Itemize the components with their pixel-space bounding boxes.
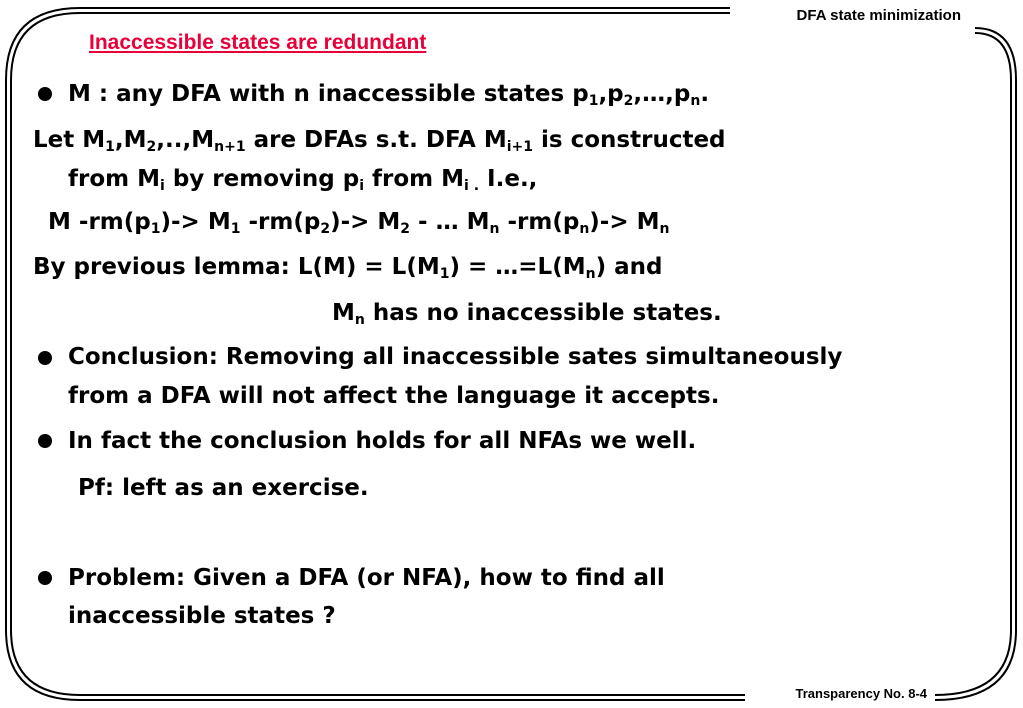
- text-run: M: [332, 300, 355, 326]
- text-run: has no inaccessible states.: [364, 300, 722, 326]
- bullet-icon: [38, 87, 52, 101]
- text-run: from M: [364, 166, 465, 192]
- subscript: 1: [105, 139, 115, 155]
- body-line-7: Conclusion: Removing all inaccessible sates simultaneously: [68, 344, 843, 370]
- text-run: from M: [68, 166, 161, 192]
- body-line-6: [332, 300, 722, 328]
- subscript: 1: [439, 266, 450, 282]
- frame-right-outer-path: [935, 28, 1016, 700]
- footer-transparency-label: Transparency No. 8-4: [795, 686, 927, 701]
- text-run: )-> M: [589, 209, 660, 235]
- subscript: n: [579, 221, 590, 237]
- body-line-1: [68, 81, 710, 109]
- body-line-4: [48, 209, 670, 237]
- slide-title: Inaccessible states are redundant: [89, 31, 427, 54]
- text-run: ) = …=L(M: [449, 254, 586, 280]
- bullet-icon: [38, 571, 52, 585]
- subscript: 1: [150, 221, 161, 237]
- subscript: i: [359, 178, 365, 194]
- body-line-12: inaccessible states ?: [68, 603, 336, 629]
- text-run: ) and: [595, 254, 663, 280]
- text-run: Let M: [33, 127, 106, 153]
- subscript: 1: [588, 93, 599, 109]
- text-run: I.e.,: [479, 166, 538, 192]
- subscript: n+1: [214, 139, 246, 155]
- header-title: DFA state minimization: [796, 7, 961, 24]
- subscript: i: [160, 178, 165, 194]
- subscript: n: [690, 93, 701, 109]
- text-run: .: [700, 81, 710, 107]
- subscript: n: [659, 221, 670, 237]
- bullet-icon: [38, 351, 52, 365]
- text-run: ,M: [114, 127, 147, 153]
- subscript: 2: [146, 139, 157, 155]
- body-line-8: from a DFA will not affect the language it accepts.: [68, 383, 720, 409]
- text-run: M : any DFA with n inaccessible states p: [68, 81, 589, 107]
- subscript: i+1: [506, 139, 534, 155]
- text-run: ,…,p: [633, 81, 691, 107]
- text-run: -rm(p: [499, 209, 580, 235]
- subscript: n: [354, 312, 365, 328]
- body-line-2: [33, 127, 726, 155]
- subscript: 1: [230, 221, 241, 237]
- text-run: by removing p: [164, 166, 360, 192]
- text-run: ,p: [598, 81, 624, 107]
- text-run: -rm(p: [240, 209, 321, 235]
- text-run: By previous lemma: L(M) = L(M: [33, 254, 440, 280]
- subscript: 2: [400, 221, 411, 237]
- text-run: - … M: [410, 209, 490, 235]
- frame-right-inner-path: [935, 33, 1011, 695]
- text-run: )-> M: [330, 209, 401, 235]
- text-run: is constructed: [533, 127, 726, 153]
- body-line-10: Pf: left as an exercise.: [78, 475, 369, 501]
- subscript: i .: [464, 178, 480, 194]
- body-line-5: [33, 254, 663, 282]
- text-run: ,..,M: [156, 127, 215, 153]
- text-run: M -rm(p: [48, 209, 151, 235]
- body-line-11: Problem: Given a DFA (or NFA), how to find all: [68, 565, 665, 591]
- subscript: n: [489, 221, 500, 237]
- subscript: 2: [320, 221, 331, 237]
- text-run: are DFAs s.t. DFA M: [245, 127, 507, 153]
- text-run: )-> M: [160, 209, 231, 235]
- body-line-9: In fact the conclusion holds for all NFAs we well.: [68, 428, 697, 454]
- subscript: n: [585, 266, 596, 282]
- subscript: 2: [623, 93, 634, 109]
- bullet-icon: [38, 434, 52, 448]
- body-line-3: [68, 166, 538, 194]
